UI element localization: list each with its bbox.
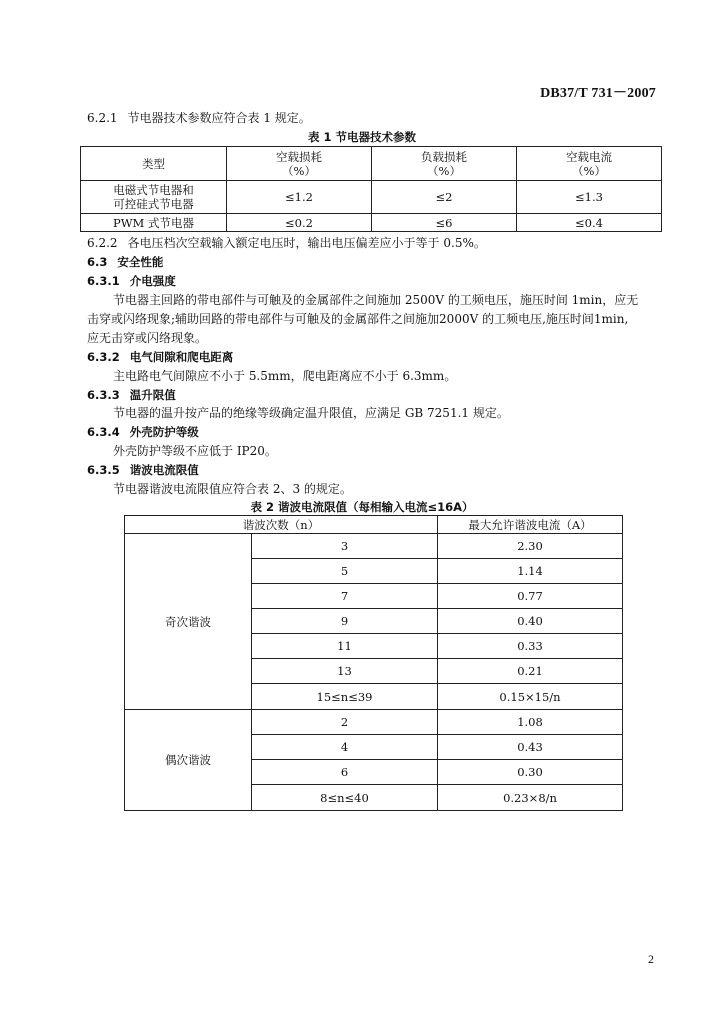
table2-header-max-current: 最大允许谐波电流（A） bbox=[438, 516, 623, 534]
harmonic-order-cell: 7 bbox=[252, 584, 438, 609]
paragraph-line: 节电器谐波电流限值应符合表 2、3 的规定。 bbox=[113, 482, 352, 496]
clause-number: 6.3.5 bbox=[87, 463, 120, 477]
clause-number: 6.3.2 bbox=[87, 350, 120, 364]
clause-text: 节电器技术参数应符合表 1 规定。 bbox=[127, 111, 311, 125]
table-row bbox=[125, 534, 623, 559]
table1-value-cell: ≤1.2 bbox=[227, 181, 372, 214]
clause-number: 6.3.3 bbox=[87, 388, 120, 402]
table1-value-cell: ≤6 bbox=[372, 214, 517, 232]
harmonic-order-cell: 6 bbox=[252, 760, 438, 785]
harmonic-current-cell: 0.23×8/n bbox=[438, 785, 623, 811]
table-row bbox=[81, 181, 662, 214]
paragraph-line: 主电路电气间隙应不小于 5.5mm，爬电距离应不小于 6.3mm。 bbox=[113, 369, 457, 383]
harmonic-order-cell: 3 bbox=[252, 534, 438, 559]
paragraph-line: 击穿或闪络现象;辅助回路的带电部件与可触及的金属部件之间施加2000V 的工频电压,施压时间1min, bbox=[87, 312, 629, 326]
harmonic-current-cell: 0.33 bbox=[438, 634, 623, 659]
table2-caption: 表 2 谐波电流限值（每相输入电流≤16A） bbox=[250, 500, 474, 514]
paragraph-line: 外壳防护等级不应低于 IP20。 bbox=[113, 444, 277, 458]
clause-number: 6.3.1 bbox=[87, 274, 120, 288]
table1-value-cell: ≤0.4 bbox=[517, 214, 662, 232]
section-title: 安全性能 bbox=[117, 255, 164, 269]
table1-header-row bbox=[81, 147, 662, 181]
section-title: 介电强度 bbox=[129, 274, 176, 288]
harmonic-current-cell: 1.14 bbox=[438, 559, 623, 584]
table2-header-order: 谐波次数（n） bbox=[125, 516, 438, 534]
table1-caption: 表 1 节电器技术参数 bbox=[307, 130, 416, 144]
clause-number: 6.2.1 bbox=[87, 111, 118, 125]
table2-header-row bbox=[125, 516, 623, 534]
harmonic-current-cell: 2.30 bbox=[438, 534, 623, 559]
table-1 bbox=[80, 146, 662, 232]
section-6-3-5 bbox=[87, 463, 199, 477]
table1-value-cell: ≤0.2 bbox=[227, 214, 372, 232]
section-6-3-4 bbox=[87, 425, 199, 439]
even-harmonic-label: 偶次谐波 bbox=[125, 710, 252, 811]
clause-number: 6.2.2 bbox=[87, 236, 118, 250]
section-title: 温升限值 bbox=[129, 388, 176, 402]
harmonic-current-cell: 0.77 bbox=[438, 584, 623, 609]
clause-text: 各电压档次空载输入额定电压时，输出电压偏差应小于等于 0.5%。 bbox=[127, 236, 486, 250]
table1-type-cell: PWM 式节电器 bbox=[81, 214, 227, 232]
clause-6-2-2 bbox=[87, 236, 486, 250]
harmonic-current-cell: 0.21 bbox=[438, 659, 623, 684]
harmonic-order-cell: 8≤n≤40 bbox=[252, 785, 438, 811]
harmonic-current-cell: 0.40 bbox=[438, 609, 623, 634]
odd-harmonic-label: 奇次谐波 bbox=[125, 534, 252, 710]
section-title: 电气间隙和爬电距离 bbox=[129, 350, 234, 364]
paragraph-line: 应无击穿或闪络现象。 bbox=[87, 331, 208, 345]
section-6-3 bbox=[87, 255, 163, 269]
section-title: 外壳防护等级 bbox=[129, 425, 199, 439]
paragraph-line: 节电器的温升按产品的绝缘等级确定温升限值，应满足 GB 7251.1 规定。 bbox=[113, 406, 509, 420]
harmonic-current-cell: 0.30 bbox=[438, 760, 623, 785]
paragraph-line: 节电器主回路的带电部件与可触及的金属部件之间施加 2500V 的工频电压，施压时间 1min，应无 bbox=[113, 293, 639, 307]
table1-type-cell: 电磁式节电器和 可控硅式节电器 bbox=[81, 181, 227, 214]
harmonic-current-cell: 0.15×15/n bbox=[438, 684, 623, 710]
table1-value-cell: ≤2 bbox=[372, 181, 517, 214]
harmonic-order-cell: 11 bbox=[252, 634, 438, 659]
table1-header-load-loss: 负载损耗 （%） bbox=[372, 147, 517, 181]
harmonic-order-cell: 2 bbox=[252, 710, 438, 735]
clause-6-2-1 bbox=[87, 111, 311, 125]
section-6-3-2 bbox=[87, 350, 233, 364]
table-row bbox=[81, 214, 662, 232]
table1-header-type: 类型 bbox=[81, 147, 227, 181]
table1-header-noload-loss: 空载损耗 （%） bbox=[227, 147, 372, 181]
table-row bbox=[125, 710, 623, 735]
harmonic-order-cell: 15≤n≤39 bbox=[252, 684, 438, 710]
table-2 bbox=[124, 515, 623, 811]
harmonic-current-cell: 1.08 bbox=[438, 710, 623, 735]
table1-header-noload-current: 空载电流 （%） bbox=[517, 147, 662, 181]
harmonic-order-cell: 9 bbox=[252, 609, 438, 634]
harmonic-order-cell: 4 bbox=[252, 735, 438, 760]
clause-number: 6.3 bbox=[87, 255, 108, 269]
table1-value-cell: ≤1.3 bbox=[517, 181, 662, 214]
section-6-3-3 bbox=[87, 388, 176, 402]
page-number: 2 bbox=[648, 952, 654, 966]
harmonic-order-cell: 13 bbox=[252, 659, 438, 684]
section-6-3-1 bbox=[87, 274, 176, 288]
harmonic-order-cell: 5 bbox=[252, 559, 438, 584]
harmonic-current-cell: 0.43 bbox=[438, 735, 623, 760]
section-title: 谐波电流限值 bbox=[129, 463, 199, 477]
document-code: DB37/T 731－2007 bbox=[540, 86, 656, 101]
clause-number: 6.3.4 bbox=[87, 425, 120, 439]
